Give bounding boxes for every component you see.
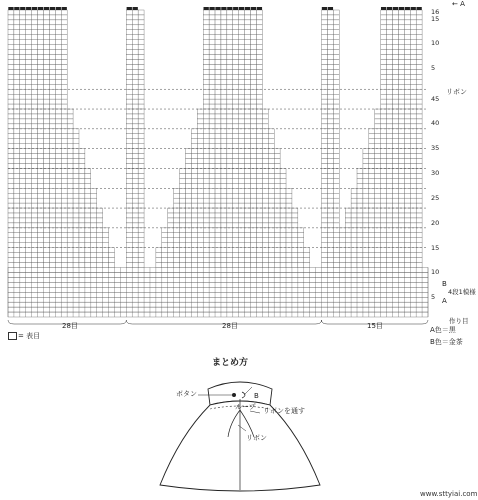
color-b-note: B色＝金茶 [430, 338, 463, 346]
four-row-pattern-label: 4段1模様 [448, 288, 476, 296]
row-number-15: 15 [431, 15, 440, 23]
stitch-legend [8, 331, 40, 341]
button-dot [232, 393, 236, 397]
stitch-count-right: 15目 [367, 322, 383, 330]
row-number-25: 25 [431, 194, 440, 202]
row-number-5: 5 [431, 64, 436, 72]
row-number-16: 16 [431, 8, 440, 16]
stitch-count-middle: 28目 [222, 322, 238, 330]
button-label: ボタン [176, 390, 197, 398]
row-number-40: 40 [431, 119, 440, 127]
ribbon-through-label: リボンを通す [263, 407, 305, 415]
assembly-title: まとめ方 [212, 358, 249, 368]
ribbon-label-chart: リボン [446, 88, 467, 96]
row-number-10: 10 [431, 39, 440, 47]
site-footer: www.sttyiai.com [420, 490, 478, 498]
cast-on-label: 作り目 [449, 317, 469, 325]
loop-label: ループ [235, 403, 256, 411]
row-number-35: 35 [431, 144, 440, 152]
label-a-top: ← A [452, 0, 465, 8]
a-label-chart: A [442, 297, 447, 305]
knit-stitch-symbol [8, 332, 17, 340]
row-number-5b: 5 [431, 293, 436, 301]
row-number-30: 30 [431, 169, 440, 177]
row-number-45: 45 [431, 95, 440, 103]
ribbon-label-assembly: リボン [246, 434, 267, 442]
color-a-note: A色＝黒 [430, 326, 456, 334]
row-number-10b: 10 [431, 268, 440, 276]
b-label-assembly: B [254, 392, 259, 400]
row-number-20: 20 [431, 219, 440, 227]
legend-text: = 表目 [18, 332, 41, 340]
row-number-15b: 15 [431, 244, 440, 252]
stitch-count-left: 28目 [62, 322, 78, 330]
b-label-chart: B [442, 280, 447, 288]
